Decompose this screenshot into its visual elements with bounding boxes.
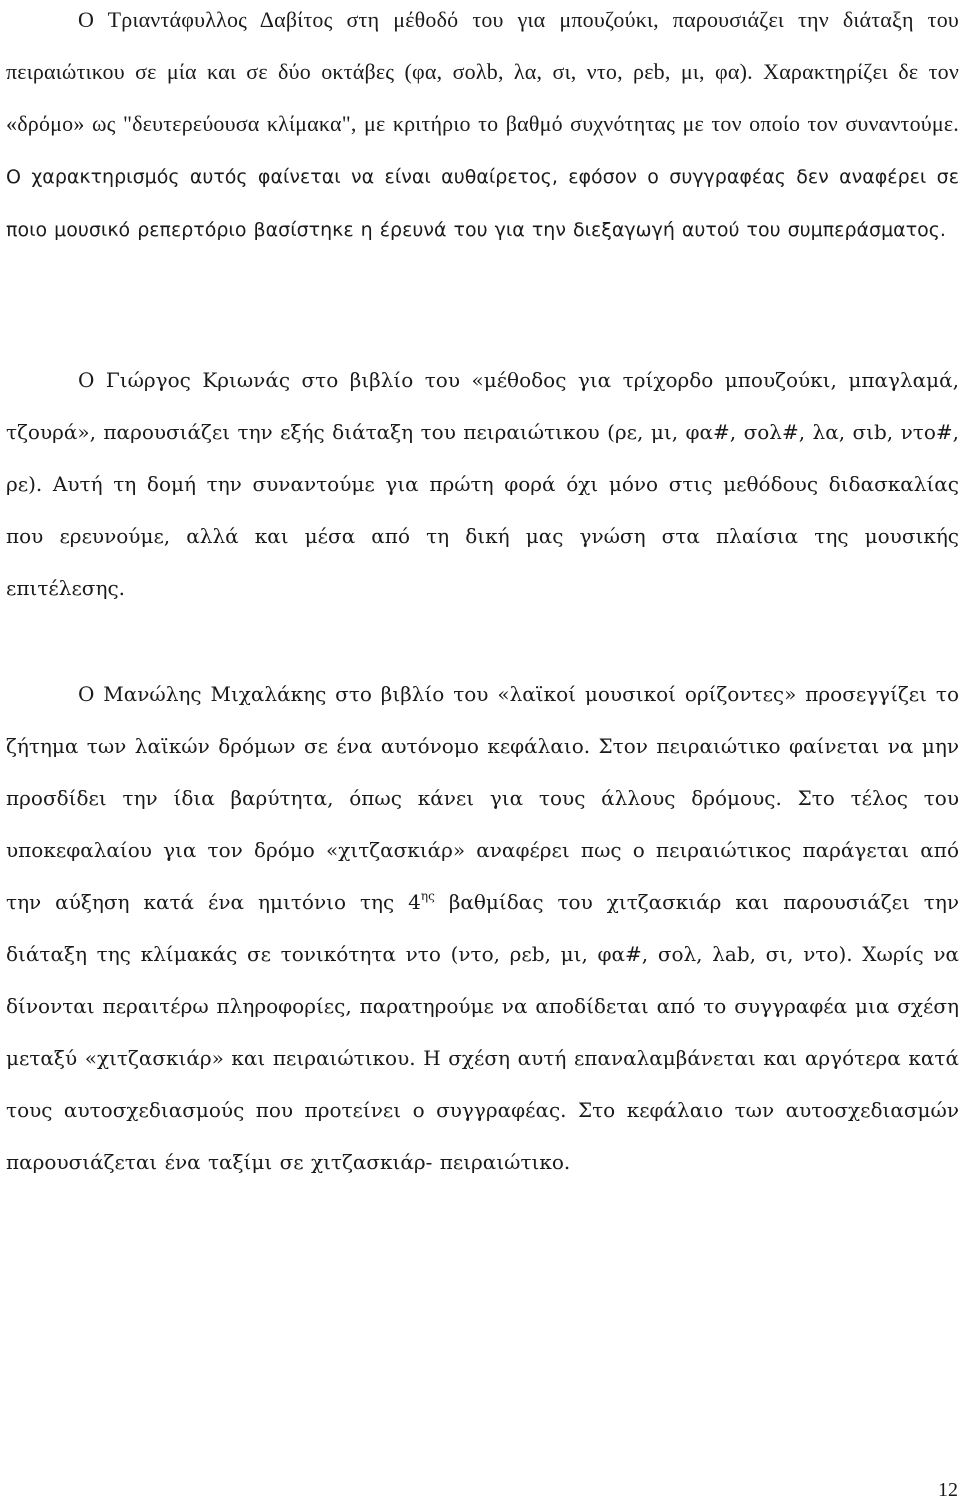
paragraph-davitos — [6, 0, 959, 256]
paragraph-krionas-text: Ο Γιώργος Κριωνάς στο βιβλίο του «μέθοδος για τρίχορδο μπουζούκι, μπαγλαμά, τζουρά», παρουσιάζει την εξής διάταξη του πειραιώτικου (ρε, μι, φα#, σολ#, λα, σιb, ντο#, ρε). Αυτή τη δομή την συναντούμε για πρώτη φορά όχι μόνο στις μεθόδους διδασκαλίας που ερευνούμε, αλλά και μέσα από τη δική μας γνώση στα πλαίσια της μουσικής επιτέλεσης. — [6, 368, 959, 600]
paragraph-michalakis-part1: Ο Μανώλης Μιχαλάκης στο βιβλίο του «λαϊκοί μουσικοί ορίζοντες» προσεγγίζει το ζήτημα των λαϊκών δρόμων σε ένα αυτόνομο κεφάλαιο. Στον πειραιώτικο φαίνεται να μην προσδίδει την ίδια βαρύτητα, όπως κάνει για τους άλλους δρόμους. Στο τέλος του υποκεφαλαίου για τον δρόμο «χιτζασκιάρ» αναφέρει πως ο πειραιώτικος παράγεται από την αύξηση κατά ένα ημιτόνιο της 4 — [6, 682, 959, 914]
paragraph-krionas — [6, 354, 959, 614]
paragraph-davitos-part2: Ο χαρακτηρισμός αυτός φαίνεται να είναι αυθαίρετος, εφόσον ο συγγραφέας δεν αναφέρει σε ποιο μουσικό ρεπερτόριο βασίστηκε η έρευνά του για την διεξαγωγή αυτού του συμπεράσματος. — [6, 166, 959, 241]
ordinal-superscript: ης — [420, 889, 435, 903]
paragraph-davitos-part1: Ο Τριαντάφυλλος Δαβίτος στη μέθοδό του για μπουζούκι, παρουσιάζει την διάταξη του πειραιώτικου σε μία και σε δύο οκτάβες (φα, σολb, λα, σι, ντο, ρεb, μι, φα). Χαρακτηρίζει δε τον «δρόμο» ως "δευτερεύουσα κλίμακα", με κριτήριο το βαθμό συχνότητας με τον οποίο τον συναντούμε. — [6, 7, 959, 136]
paragraph-michalakis-part2: βαθμίδας του χιτζασκιάρ και παρουσιάζει την διάταξη της κλίμακάς σε τονικότητα ντο (ντο, ρεb, μι, φα#, σολ, λab, σι, ντο). Χωρίς να δίνονται περαιτέρω πληροφορίες, παρατηρούμε να αποδίδεται από το συγγραφέα μια σχέση μεταξύ «χιτζασκιάρ» και πειραιώτικου. Η σχέση αυτή επαναλαμβάνεται και αργότερα κατά τους αυτοσχεδιασμούς που προτείνει ο συγγραφέας. Στο κεφάλαιο των αυτοσχεδιασμών παρουσιάζεται ένα ταξίμι σε χιτζασκιάρ- πειραιώτικο. — [6, 890, 960, 1174]
page-number: 12 — [938, 1479, 958, 1501]
paragraph-michalakis — [6, 668, 959, 1188]
